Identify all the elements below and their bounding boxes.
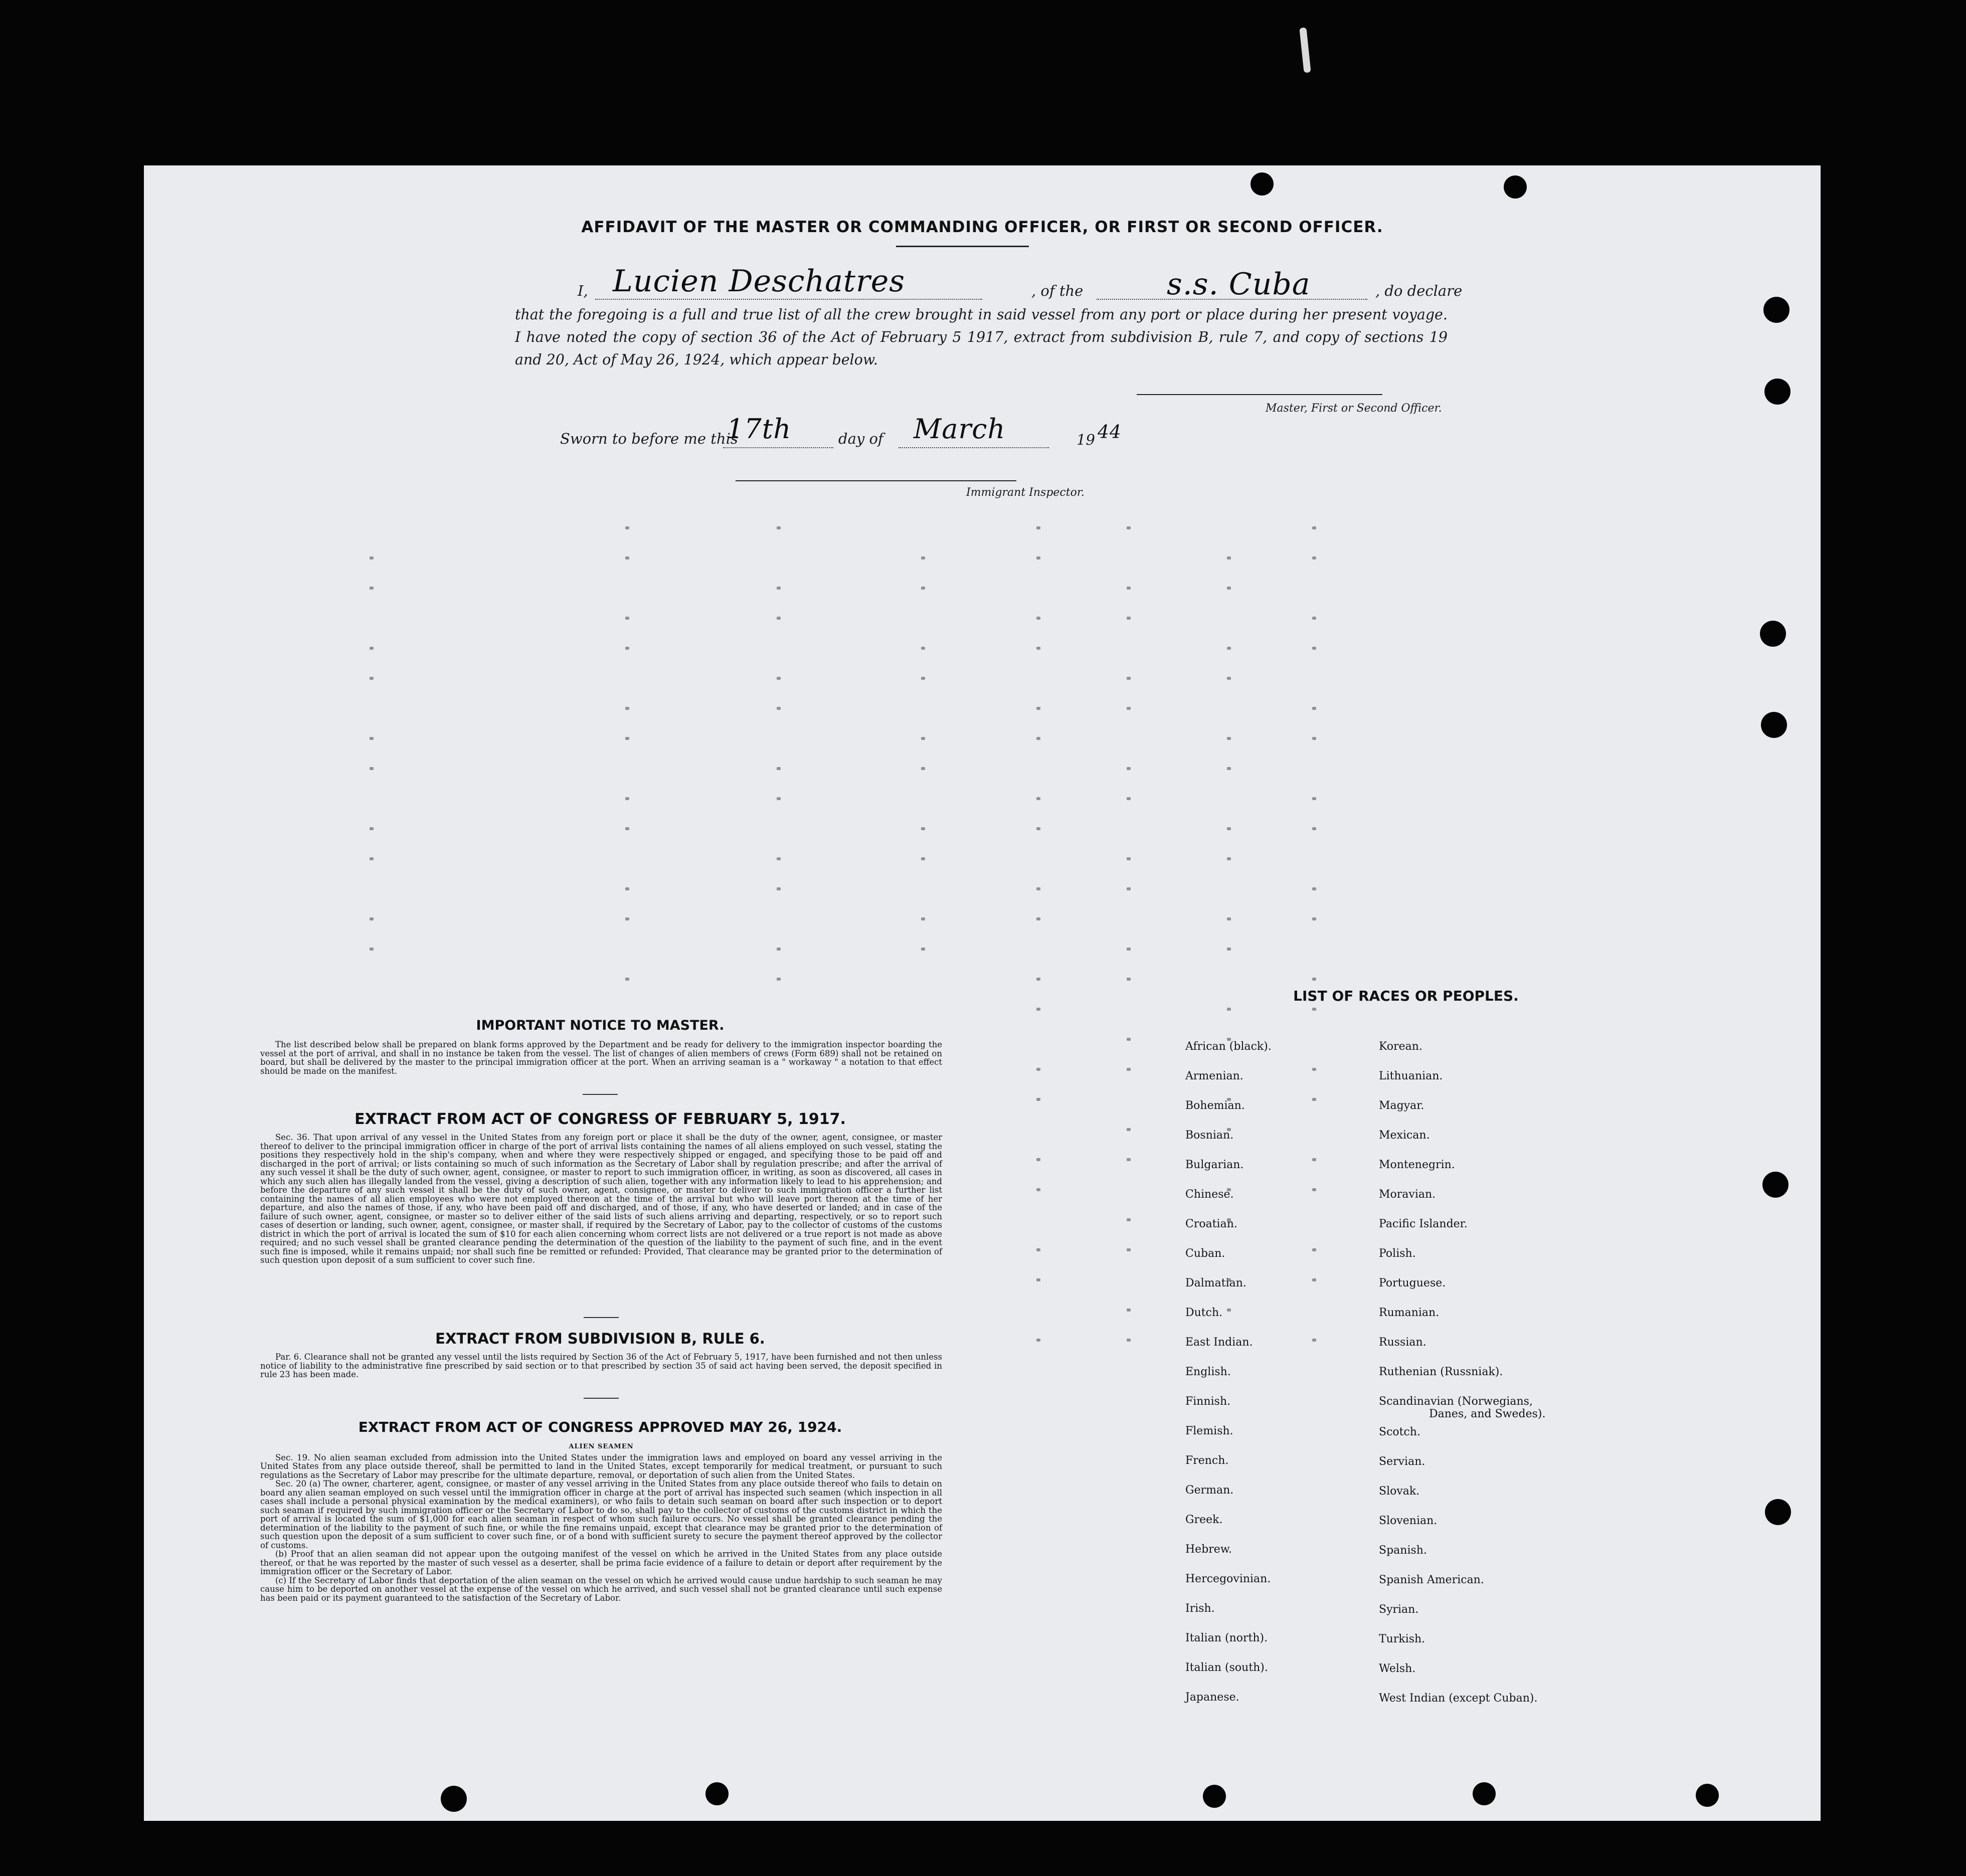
race-item: Magyar. [1379, 1099, 1424, 1112]
vessel-name: s.s. Cuba [1167, 267, 1311, 302]
race-item: Greek. [1185, 1514, 1223, 1526]
rule6-title: EXTRACT FROM SUBDIVISION B, RULE 6. [435, 1330, 765, 1347]
bleed-mark [1127, 1218, 1131, 1221]
bleed-mark [370, 587, 374, 590]
bleed-mark [1127, 587, 1131, 590]
bleed-mark [370, 647, 374, 650]
bleed-mark [625, 707, 629, 710]
bleed-mark [625, 617, 629, 620]
bleed-mark [1227, 1308, 1231, 1311]
bleed-mark [921, 587, 925, 590]
bleed-mark [1036, 707, 1040, 710]
sec20a-paragraph: Sec. 20 (a) The owner, charterer, agent, consignee, or master of any vessel arriving in the United States from any place outside thereof who fails to detain on board any alien seaman employed on such vessel until the immigration officer in charge at the port of arrival has inspected such seamen (which inspection in all cases shall include a personal physical examination by the medical examiners), or who fails to detain such seaman on board after such inspection or to deport such seaman if required by such immigration officer or the Secretary of Labor to do so, shall pay to the collector of customs of the customs district in which the port of arrival is located the sum of $1,000 for each alien seaman in respect of whom such failure occurs. No vessel shall be granted clearance pending the determination of the liability to the payment of such fine, or while the fine remains unpaid, except that clearance may be granted prior to the determination of such question upon the deposit of a sum sufficient to cover such fine, or of a bond with sufficient surety to secure the payment thereof approved by the collector of customs. [260, 1479, 942, 1550]
i-label: I, [578, 282, 588, 299]
race-item: German. [1185, 1484, 1234, 1496]
bleed-mark [1036, 1248, 1040, 1251]
bleed-mark [370, 677, 374, 680]
race-item: Syrian. [1379, 1603, 1419, 1616]
bleed-mark [777, 587, 781, 590]
bleed-mark [625, 827, 629, 830]
bleed-mark [1127, 1308, 1131, 1311]
race-item: Portuguese. [1379, 1277, 1446, 1289]
bleed-mark [1036, 797, 1040, 800]
bleed-mark [1227, 767, 1231, 770]
bleed-mark [921, 677, 925, 680]
bleed-mark [1312, 1278, 1316, 1281]
master-signature-line [1137, 394, 1382, 395]
race-item: Polish. [1379, 1247, 1416, 1260]
bleed-mark [1036, 647, 1040, 650]
race-item: Bosnian. [1185, 1129, 1234, 1142]
bleed-mark [1036, 1339, 1040, 1342]
bleed-mark [1036, 827, 1040, 830]
bleed-mark [1127, 1248, 1131, 1251]
bleed-mark [1312, 526, 1316, 529]
bleed-mark [625, 647, 629, 650]
declaration-text: that the foregoing is a full and true list of all the crew brought in said vessel from any port or place during her present voyage. I have noted the copy of section 36 of the Act of February 5 1917, extract from subdivision B, rule 7, and copy of sections 19 and 20, Act of May 26, 1924, which appear below. [515, 306, 1448, 368]
race-item: Italian (north). [1185, 1632, 1268, 1644]
bleed-mark [370, 917, 374, 920]
race-item: Danes, and Swedes). [1429, 1408, 1546, 1420]
bleed-mark [1227, 948, 1231, 951]
race-item: Flemish. [1185, 1425, 1233, 1437]
race-item: Dalmatian. [1185, 1277, 1246, 1289]
bleed-mark [777, 857, 781, 860]
document-page [144, 165, 1821, 1821]
bleed-mark [921, 948, 925, 951]
bleed-mark [625, 556, 629, 559]
bleed-mark [1312, 737, 1316, 740]
bleed-mark [777, 617, 781, 620]
race-item: Spanish. [1379, 1544, 1427, 1557]
bleed-mark [1227, 917, 1231, 920]
bleed-mark [1312, 797, 1316, 800]
master-signature-label: Master, First or Second Officer. [1266, 402, 1442, 415]
of-the-label: , of the [1031, 282, 1084, 299]
bleed-mark [1127, 617, 1131, 620]
bleed-mark [921, 917, 925, 920]
bleed-mark [1227, 1008, 1231, 1011]
bleed-mark [777, 887, 781, 890]
bleed-mark [370, 827, 374, 830]
bleed-mark [1036, 917, 1040, 920]
race-item: Scandinavian (Norwegians, [1379, 1395, 1533, 1408]
bleed-mark [625, 887, 629, 890]
bleed-mark [1227, 647, 1231, 650]
bleed-mark [370, 737, 374, 740]
bleed-mark [777, 677, 781, 680]
race-item: Korean. [1379, 1040, 1422, 1053]
sworn-month: March [914, 413, 1006, 445]
race-item: Japanese. [1185, 1691, 1239, 1704]
bleed-mark [777, 707, 781, 710]
bleed-mark [777, 797, 781, 800]
bleed-mark [1036, 1098, 1040, 1101]
race-item: Montenegrin. [1379, 1159, 1455, 1171]
bleed-mark [1036, 1188, 1040, 1191]
bleed-mark [1312, 1188, 1316, 1191]
bleed-mark [1127, 1158, 1131, 1161]
bleed-mark [1312, 978, 1316, 981]
race-item: French. [1185, 1454, 1229, 1467]
race-item: Croatian. [1185, 1218, 1237, 1230]
separator [584, 1317, 619, 1318]
race-item: Finnish. [1185, 1395, 1231, 1408]
bleed-mark [1312, 1098, 1316, 1101]
name-line [595, 299, 982, 300]
alien-seamen-subtitle: ALIEN SEAMEN [569, 1443, 634, 1450]
separator [584, 1398, 619, 1399]
race-item: Italian (south). [1185, 1661, 1268, 1674]
do-declare-label: , do declare [1375, 282, 1463, 299]
race-item: English. [1185, 1366, 1231, 1378]
sworn-label: Sworn to before me this [560, 430, 738, 447]
extract-1924-text [260, 1441, 942, 1602]
race-item: Pacific Islander. [1379, 1218, 1468, 1230]
race-item: Armenian. [1185, 1070, 1243, 1082]
bleed-mark [921, 556, 925, 559]
race-item: Moravian. [1379, 1188, 1436, 1201]
race-item: West Indian (except Cuban). [1379, 1692, 1538, 1705]
month-line [899, 447, 1049, 448]
sworn-day: 17th [727, 413, 792, 445]
race-item: Dutch. [1185, 1306, 1223, 1319]
day-line [723, 447, 833, 448]
notice-paragraph: The list described below shall be prepared on blank forms approved by the Department and be ready for delivery to the immigration inspector boarding the vessel at the port of arrival, and shall in no instance be taken from the vessel. The list of changes of alien members of crews (Form 689) shall not be retained on board, but shall be delivered by the master to the principal immigration officer at the port. When an arriving seaman is a " workaway " a notation to that effect should be made on the manifest. [260, 1040, 942, 1076]
bleed-mark [1227, 857, 1231, 860]
bleed-mark [1036, 737, 1040, 740]
race-item: Welsh. [1379, 1662, 1416, 1675]
race-item: Irish. [1185, 1602, 1215, 1615]
bleed-mark [1127, 978, 1131, 981]
race-item: Cuban. [1185, 1247, 1225, 1260]
bleed-mark [777, 526, 781, 529]
bleed-mark [1036, 1278, 1040, 1281]
race-item: Turkish. [1379, 1633, 1425, 1645]
extract-1917-text [260, 1133, 942, 1265]
bleed-mark [1312, 556, 1316, 559]
race-item: Scotch. [1379, 1426, 1420, 1438]
race-item: East Indian. [1185, 1336, 1253, 1349]
bleed-mark [370, 948, 374, 951]
rule6-text [260, 1353, 942, 1379]
bleed-mark [625, 797, 629, 800]
bleed-mark [370, 767, 374, 770]
bleed-mark [1036, 556, 1040, 559]
race-item: Slovak. [1379, 1485, 1420, 1497]
sec20b-paragraph: (b) Proof that an alien seaman did not appear upon the outgoing manifest of the vessel on which he arrived in the United States from any place outside thereof, or that he was reported by the master of such vessel as a deserter, shall be prima facie evidence of a failure to detain or deport after requirement by the immigration officer or the Secretary of Labor. [260, 1549, 942, 1576]
race-item: Hebrew. [1185, 1543, 1232, 1556]
extract-1917-title: EXTRACT FROM ACT OF CONGRESS OF FEBRUARY 5, 1917. [354, 1110, 846, 1128]
bleed-mark [1312, 1068, 1316, 1071]
race-item: Bohemian. [1185, 1099, 1245, 1112]
bleed-mark [1127, 707, 1131, 710]
sec20c-paragraph: (c) If the Secretary of Labor finds that deportation of the alien seaman on the vessel on which he arrived would cause undue hardship to such seaman he may cause him to be deported on another vessel at the expense of the vessel on which he arrived, and such vessel shall not be granted clearance until such expense has been paid or its payment guaranteed to the satisfaction of the Secretary of Labor. [260, 1575, 942, 1603]
bleed-mark [1127, 767, 1131, 770]
bleed-mark [370, 857, 374, 860]
edge-mark [1299, 28, 1311, 73]
year-suffix: 44 [1098, 422, 1122, 443]
bleed-mark [625, 917, 629, 920]
bleed-mark [777, 978, 781, 981]
bleed-mark [625, 978, 629, 981]
bleed-mark [1036, 526, 1040, 529]
bleed-mark [1312, 1248, 1316, 1251]
day-of-label: day of [838, 430, 883, 447]
bleed-mark [921, 737, 925, 740]
sec36-paragraph: Sec. 36. That upon arrival of any vessel in the United States from any foreign port or place it shall be the duty of the owner, agent, consignee, or master thereof to deliver to the principal immigration officer in charge of the port of arrival lists containing the names of all aliens employed on such vessel, stating the positions they respectively hold in the ship's company, when and where they were respectively shipped or engaged, and specifying those to be paid off and discharged in the port of arrival; or lists containing so much of such information as the Secretary of Labor shall by regulation prescribe; and after the arrival of any such vessel it shall be the duty of such owner, agent, consignee, or master to report to such immigration officer, in writing, as soon as discovered, all cases in which any such alien has illegally landed from the vessel, giving a description of such alien, together with any information likely to lead to his apprehension; and before the departure of any such vessel it shall be the duty of such owner, agent, consignee, or master to deliver to such immigration officer a further list containing the names of all alien employees who were not employed thereon at the time of the arrival but who will leave port thereon at the time of her departure, and also the names of those, if any, who have been paid off and discharged, and of those, if any, who have deserted or landed; and in case of the failure of such owner, agent, consignee, or master so to deliver either of the said lists of such aliens arriving and departing, respectively, or so to report such cases of desertion or landing, such owner, agent, consignee, or master shall, if required by the Secretary of Labor, pay to the collector of customs of the customs district in which the port of arrival is located the sum of $10 for each alien concerning whom correct lists are not delivered or a true report is not made as above required; and no such vessel shall be granted clearance pending the determination of the question of the liability to the payment of such fine, and in the event such fine is imposed, while it remains unpaid; nor shall such fine be remitted or refunded: Provided, That clearance may be granted prior to the determination of such question upon deposit of a sum sufficient to cover such fine. [260, 1133, 942, 1265]
bleed-mark [1312, 1008, 1316, 1011]
race-item: Russian. [1379, 1336, 1426, 1349]
race-item: Spanish American. [1379, 1574, 1484, 1586]
title-underline [896, 246, 1029, 247]
bleed-mark [625, 737, 629, 740]
bleed-mark [625, 526, 629, 529]
bleed-mark [1312, 1158, 1316, 1161]
bleed-mark [1127, 887, 1131, 890]
sec19-paragraph: Sec. 19. No alien seaman excluded from admission into the United States under the immigration laws and employed on board any vessel arriving in the United States from any place outside thereof, shall be permitted to land in the United States, except temporarily for medical treatment, or pursuant to such regulations as the Secretary of Labor may prescribe for the ultimate departure, removal, or deportation of such alien from the United States. [260, 1452, 942, 1480]
bleed-mark [777, 767, 781, 770]
affidavit-title: AFFIDAVIT OF THE MASTER OR COMMANDING OFFICER, OR FIRST OR SECOND OFFICER. [581, 218, 1383, 236]
bleed-mark [1312, 917, 1316, 920]
bleed-mark [1036, 1158, 1040, 1161]
bleed-mark [921, 857, 925, 860]
bleed-mark [1036, 887, 1040, 890]
race-item: Hercegovinian. [1185, 1573, 1271, 1585]
race-item: Servian. [1379, 1455, 1425, 1468]
race-item: Chinese. [1185, 1188, 1234, 1201]
bleed-mark [1127, 1128, 1131, 1131]
bleed-mark [921, 767, 925, 770]
race-item: Slovenian. [1379, 1515, 1438, 1527]
par6-paragraph: Par. 6. Clearance shall not be granted any vessel until the lists required by Section 36 of the Act of February 5, 1917, have been furnished and not then unless notice of liability to the administrative fine prescribed by said section or to that prescribed by section 35 of said act having been served, the deposit specified in rule 23 has been made. [260, 1352, 942, 1379]
extract-1924-title: EXTRACT FROM ACT OF CONGRESS APPROVED MAY 26, 1924. [358, 1419, 842, 1435]
race-item: Mexican. [1379, 1129, 1430, 1142]
bleed-mark [1127, 857, 1131, 860]
bleed-mark [1312, 647, 1316, 650]
bleed-mark [1127, 1068, 1131, 1071]
separator [583, 1094, 618, 1095]
bleed-mark [1227, 556, 1231, 559]
bleed-mark [1312, 1339, 1316, 1342]
bleed-mark [1127, 677, 1131, 680]
races-title: LIST OF RACES OR PEOPLES. [1293, 988, 1519, 1004]
bleed-mark [1127, 948, 1131, 951]
bleed-mark [921, 827, 925, 830]
bleed-mark [1312, 617, 1316, 620]
bleed-mark [1227, 677, 1231, 680]
bleed-mark [1227, 827, 1231, 830]
notice-text [260, 1040, 942, 1075]
bleed-mark [1312, 887, 1316, 890]
bleed-mark [1227, 587, 1231, 590]
bleed-mark [1227, 737, 1231, 740]
year-prefix: 19 [1077, 431, 1095, 448]
bleed-mark [1036, 1068, 1040, 1071]
bleed-mark [921, 647, 925, 650]
race-item: Bulgarian. [1185, 1159, 1244, 1171]
notice-title: IMPORTANT NOTICE TO MASTER. [476, 1018, 725, 1033]
race-item: Ruthenian (Russniak). [1379, 1366, 1503, 1378]
race-item: African (black). [1185, 1040, 1272, 1053]
race-item: Lithuanian. [1379, 1070, 1443, 1082]
bleed-mark [1127, 797, 1131, 800]
bleed-mark [370, 556, 374, 559]
race-item: Rumanian. [1379, 1306, 1440, 1319]
bleed-mark [1127, 1339, 1131, 1342]
bleed-mark [1127, 1038, 1131, 1041]
bleed-mark [1036, 617, 1040, 620]
bleed-mark [1127, 526, 1131, 529]
inspector-label: Immigrant Inspector. [966, 486, 1085, 499]
bleed-mark [777, 948, 781, 951]
master-name: Lucien Deschatres [613, 264, 906, 299]
bleed-mark [1036, 978, 1040, 981]
bleed-mark [1312, 827, 1316, 830]
inspector-signature-line [736, 480, 1016, 481]
vessel-line [1097, 299, 1367, 300]
bleed-mark [1036, 1008, 1040, 1011]
bleed-mark [1312, 707, 1316, 710]
